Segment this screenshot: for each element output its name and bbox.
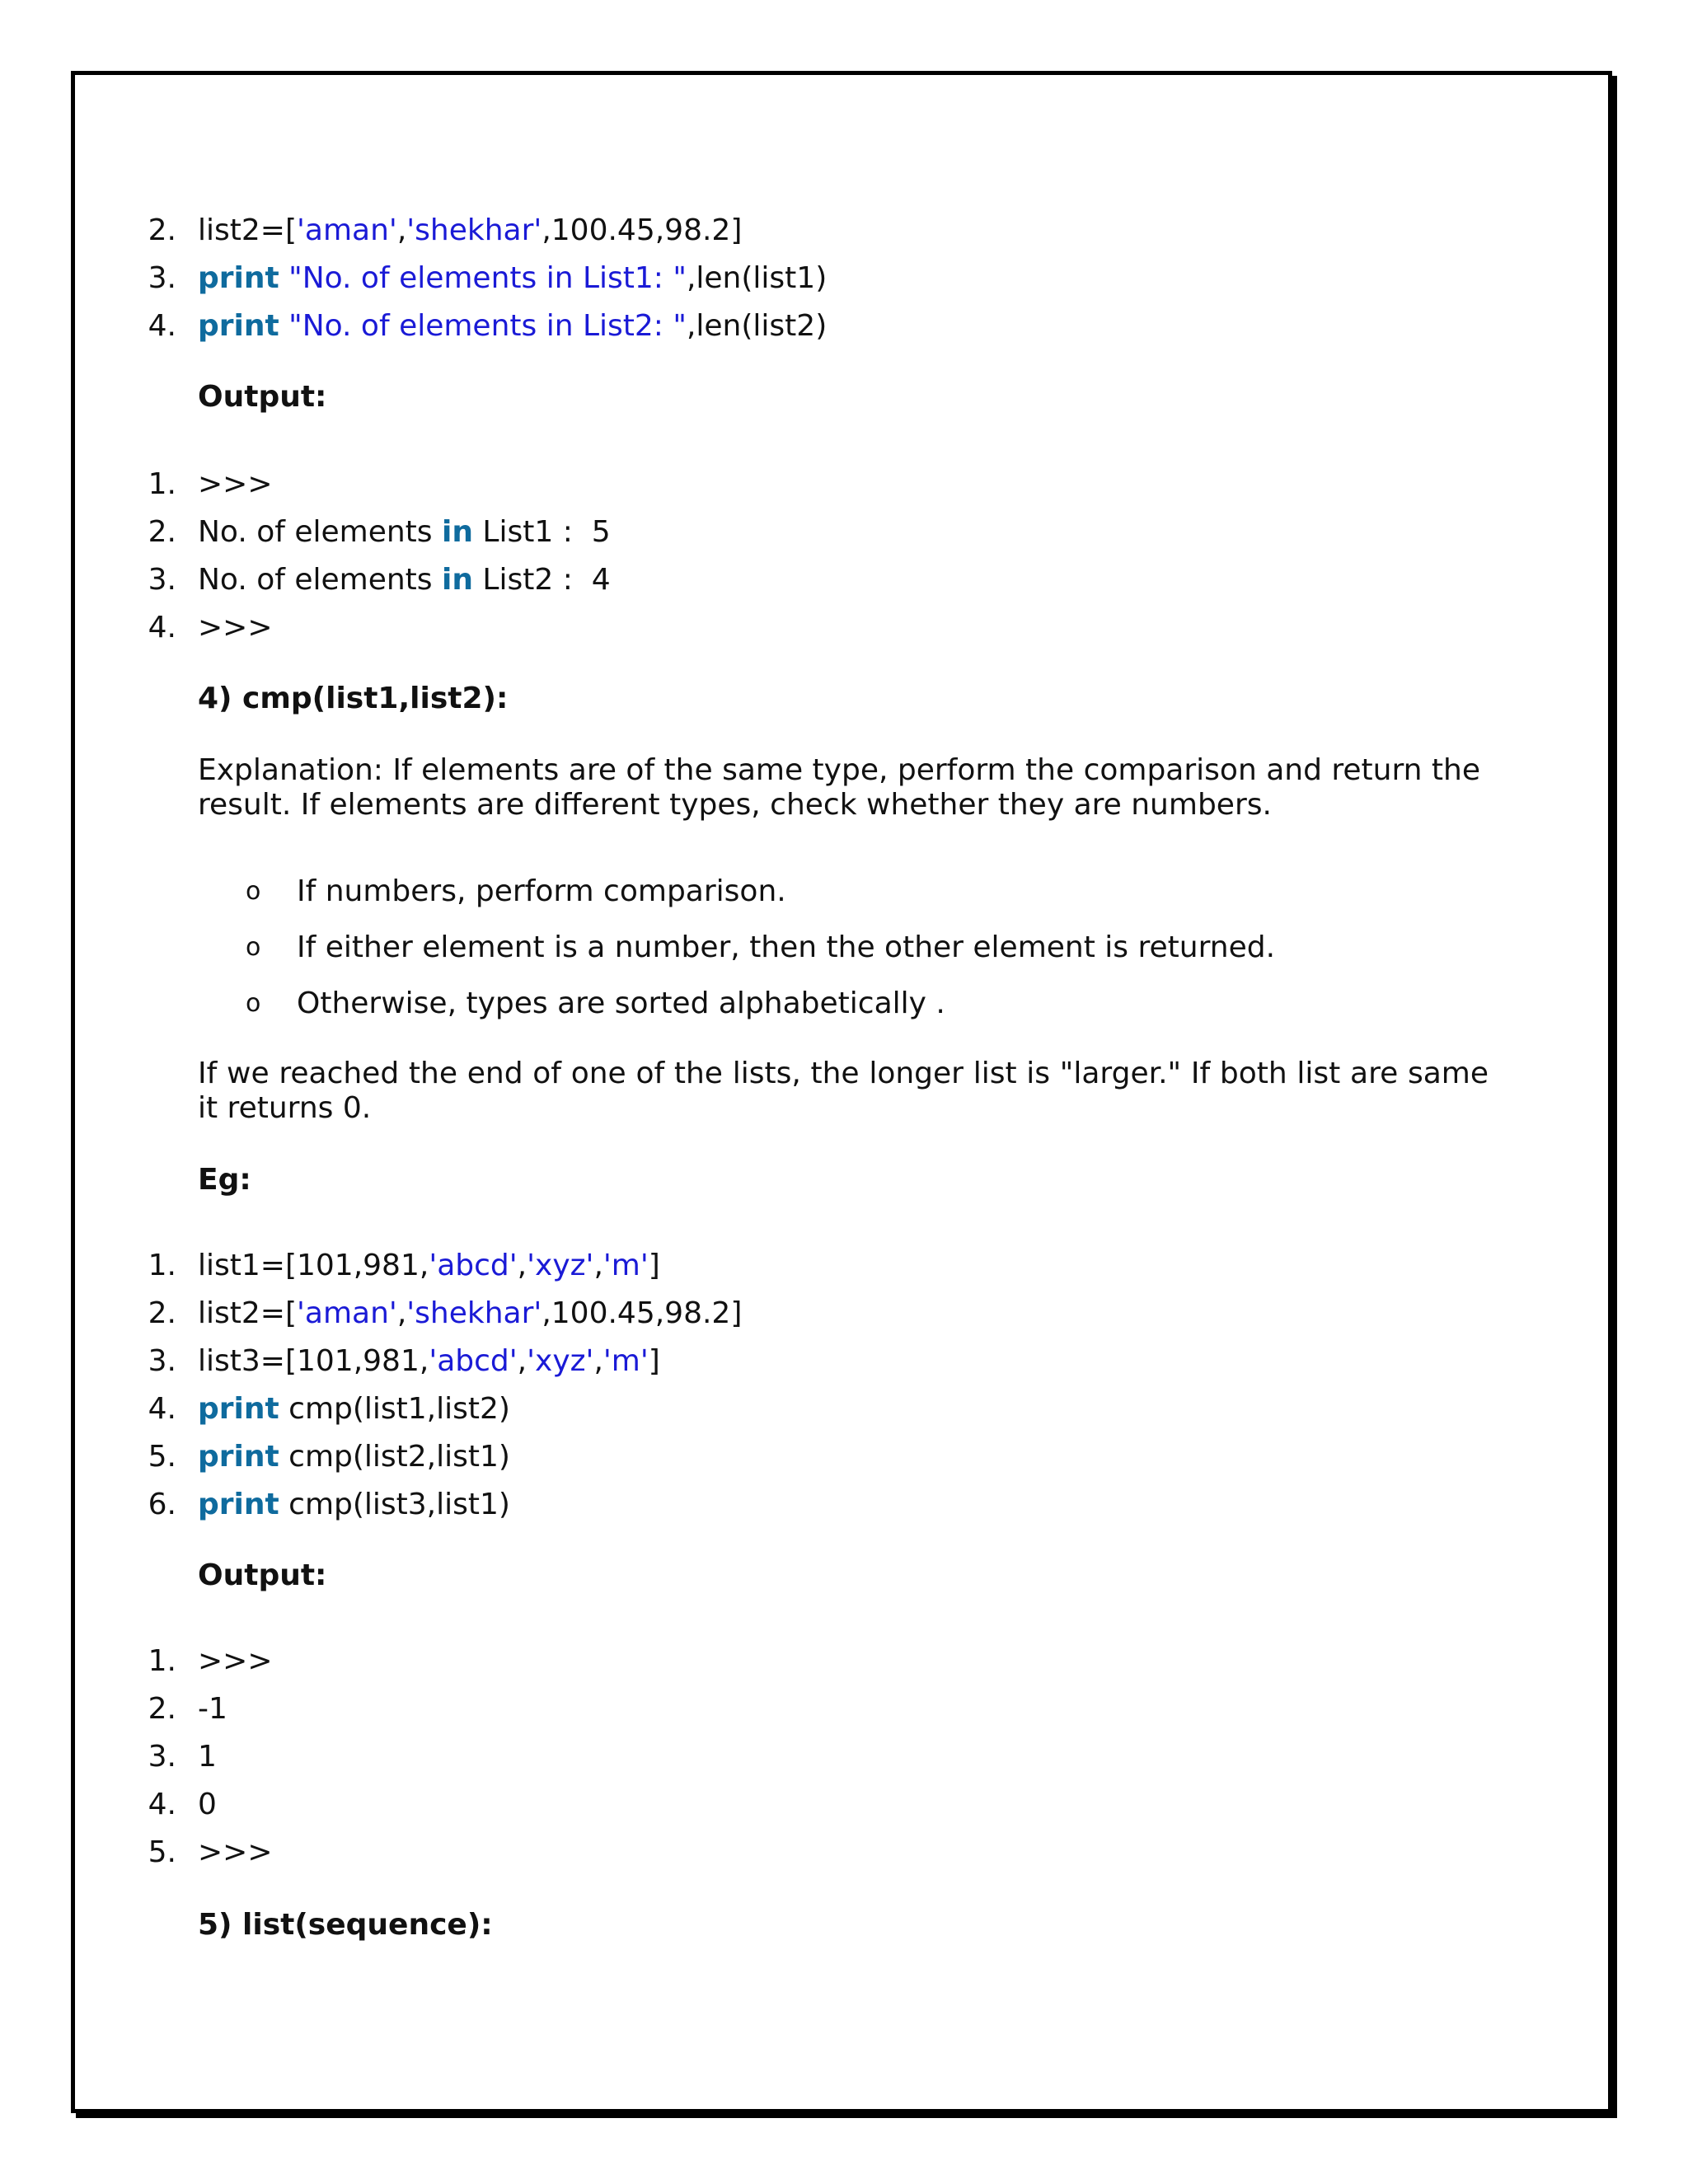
line-number: 1. [148, 467, 176, 501]
section-heading: 4) cmp(list1,list2): [198, 682, 509, 715]
keyword: print [198, 1440, 279, 1474]
string-literal: 'shekhar' [406, 1296, 542, 1330]
explanation-paragraph: Explanation: If elements are of the same type, perform the comparison and return the result. If elements are different types, check whether they are numbers. [198, 753, 1480, 822]
code-text: , [517, 1344, 528, 1378]
code-text: , [396, 1296, 407, 1330]
string-literal: 'm' [603, 1249, 649, 1282]
bullet-text: If either element is a number, then the other element is returned. [297, 930, 1276, 964]
code-text: list3=[101,981, [198, 1344, 429, 1378]
line-number: 2. [148, 213, 176, 247]
bullet-text: If numbers, perform comparison. [297, 874, 786, 908]
bullet-marker: o [246, 877, 261, 906]
code-text: cmp(list1,list2) [279, 1392, 510, 1426]
code-text: cmp(list2,list1) [279, 1440, 510, 1474]
string-literal: 'abcd' [429, 1344, 518, 1378]
code-line [198, 1439, 510, 1475]
code-line [198, 260, 827, 297]
line-number: 3. [148, 261, 176, 295]
code-line [198, 1391, 510, 1427]
keyword: print [198, 261, 279, 295]
line-number: 1. [148, 1644, 176, 1678]
output-line [198, 562, 611, 598]
line-number: 6. [148, 1488, 176, 1521]
code-text: , [517, 1249, 528, 1282]
output-label: Output: [198, 1558, 327, 1592]
eg-label: Eg: [198, 1163, 251, 1197]
line-number: 5. [148, 1440, 176, 1474]
bullet-marker: o [246, 989, 261, 1018]
line-number: 2. [148, 515, 176, 549]
line-number: 5. [148, 1835, 176, 1869]
keyword: in [442, 563, 473, 597]
code-text: ] [648, 1249, 660, 1282]
code-text: , [593, 1344, 603, 1378]
code-line [198, 213, 742, 249]
code-text: ,100.45,98.2] [542, 213, 743, 247]
string-literal: 'aman' [297, 213, 397, 247]
string-literal: 'xyz' [527, 1344, 594, 1378]
output-line: >>> [198, 1835, 273, 1869]
output-line: -1 [198, 1692, 227, 1726]
string-literal: "No. of elements in List2: " [288, 309, 687, 343]
code-text: ,len(list2) [686, 309, 828, 343]
line-number: 3. [148, 1740, 176, 1774]
code-text: ,len(list1) [686, 261, 828, 295]
bullet-marker: o [246, 933, 261, 962]
output-text: No. of elements [198, 515, 442, 549]
code-line [198, 1248, 660, 1284]
output-label: Output: [198, 380, 327, 414]
line-number: 4. [148, 1392, 176, 1426]
string-literal: "No. of elements in List1: " [288, 261, 687, 295]
keyword: in [442, 515, 473, 549]
code-text: list1=[101,981, [198, 1249, 429, 1282]
code-text: cmp(list3,list1) [279, 1488, 510, 1521]
output-line: 0 [198, 1788, 217, 1821]
output-text: List1 : 5 [472, 515, 611, 549]
code-text: list2=[ [198, 1296, 297, 1330]
longer-list-note: If we reached the end of one of the lists, the longer list is "larger." If both list are same it returns 0. [198, 1057, 1489, 1125]
line-number: 3. [148, 563, 176, 597]
line-number: 4. [148, 611, 176, 644]
keyword: print [198, 1488, 279, 1521]
string-literal: 'aman' [297, 1296, 397, 1330]
string-literal: 'xyz' [527, 1249, 594, 1282]
keyword: print [198, 309, 279, 343]
string-literal: 'm' [603, 1344, 649, 1378]
line-number: 3. [148, 1344, 176, 1378]
output-line: >>> [198, 611, 273, 644]
output-line: 1 [198, 1740, 217, 1774]
code-line [198, 1487, 510, 1523]
line-number: 4. [148, 1788, 176, 1821]
section-heading: 5) list(sequence): [198, 1908, 493, 1942]
code-text: , [396, 213, 407, 247]
code-line [198, 1343, 660, 1380]
output-line: >>> [198, 467, 273, 501]
output-text: No. of elements [198, 563, 442, 597]
line-number: 2. [148, 1296, 176, 1330]
code-text: ] [648, 1344, 660, 1378]
line-number: 4. [148, 309, 176, 343]
code-line [198, 1296, 742, 1332]
string-literal: 'abcd' [429, 1249, 518, 1282]
output-text: List2 : 4 [472, 563, 611, 597]
code-text: ,100.45,98.2] [542, 1296, 743, 1330]
code-text: , [593, 1249, 603, 1282]
output-line: >>> [198, 1644, 273, 1678]
string-literal: 'shekhar' [406, 213, 542, 247]
output-line [198, 514, 611, 551]
line-number: 2. [148, 1692, 176, 1726]
code-text: list2=[ [198, 213, 297, 247]
code-line [198, 308, 827, 344]
keyword: print [198, 1392, 279, 1426]
bullet-text: Otherwise, types are sorted alphabetically . [297, 987, 945, 1020]
line-number: 1. [148, 1249, 176, 1282]
